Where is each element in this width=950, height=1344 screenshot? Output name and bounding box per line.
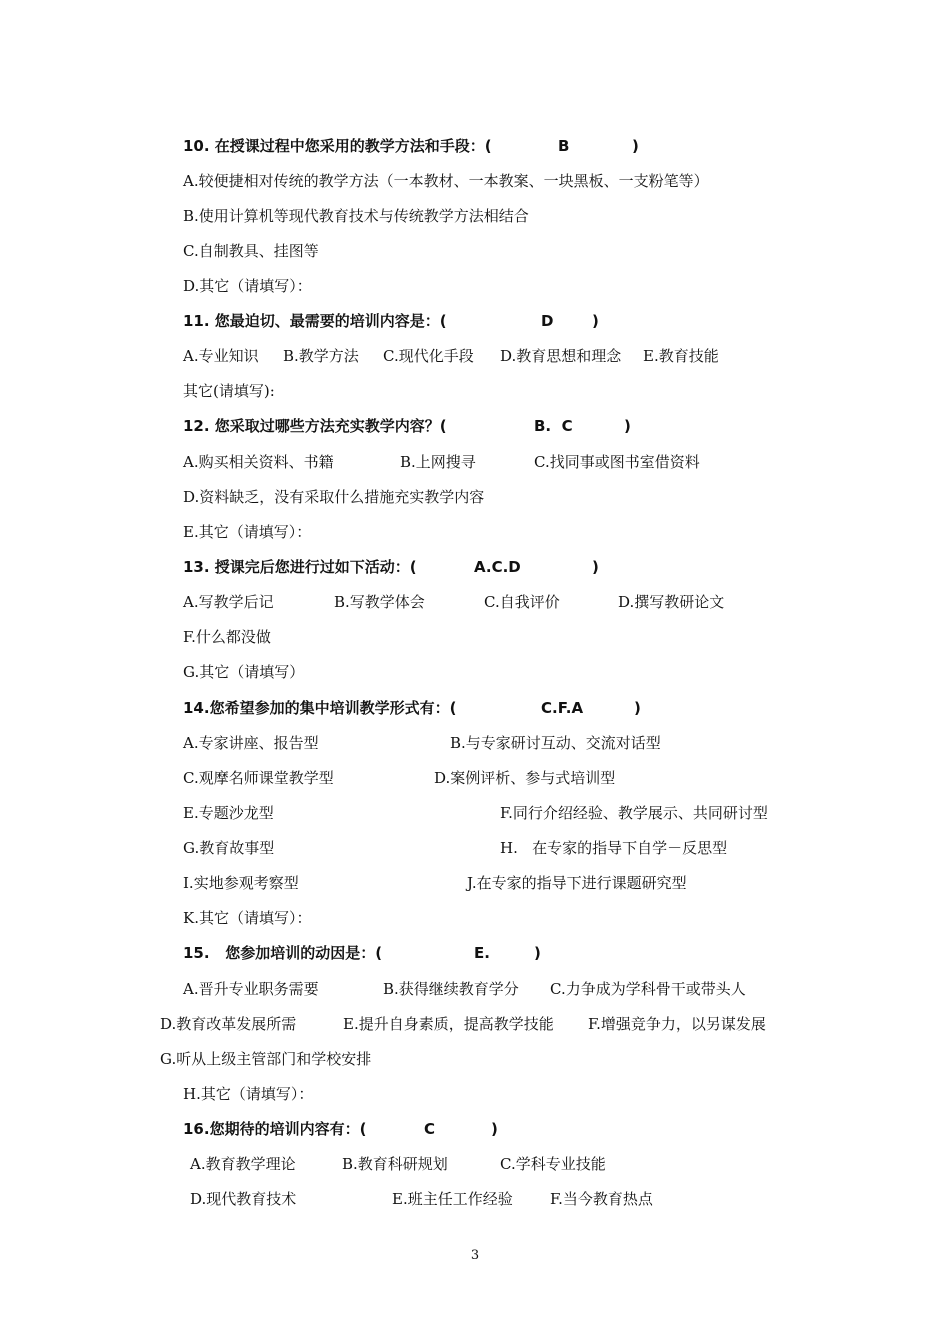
- q16-option-e: E.班主任工作经验: [392, 1190, 513, 1208]
- q10-option-d: D.其它（请填写）：: [183, 277, 312, 295]
- q16-option-a: A.教育教学理论: [190, 1155, 296, 1173]
- answer-13-close: ): [592, 558, 599, 576]
- q10-option-a: A.较便捷相对传统的教学方法（一本教材、一本教案、一块黑板、一支粉笔等）: [183, 172, 709, 190]
- question-16: 16.您期待的培训内容有：(: [183, 1120, 367, 1138]
- q13-option-g: G.其它（请填写）: [183, 663, 305, 681]
- answer-14: C.F.A: [541, 699, 584, 717]
- q10-option-b: B.使用计算机等现代教育技术与传统教学方法相结合: [183, 207, 529, 225]
- answer-12: B. C: [534, 417, 573, 435]
- q14-option-j: J.在专家的指导下进行课题研究型: [467, 874, 687, 892]
- answer-11-close: ): [592, 312, 599, 330]
- q14-option-e: E.专题沙龙型: [183, 804, 274, 822]
- answer-11: D: [541, 312, 554, 330]
- q13-option-c: C.自我评价: [484, 593, 560, 611]
- answer-10-close: ): [632, 137, 639, 155]
- q16-option-f: F.当今教育热点: [550, 1190, 653, 1208]
- q13-option-a: A.写教学后记: [183, 593, 274, 611]
- q15-option-e: E.提升自身素质，提高教学技能: [343, 1015, 554, 1033]
- q12-option-c: C.找同事或图书室借资料: [534, 453, 700, 471]
- q11-other: 其它(请填写):: [183, 382, 275, 400]
- answer-14-close: ): [634, 699, 641, 717]
- q16-option-c: C.学科专业技能: [500, 1155, 606, 1173]
- answer-10: B: [558, 137, 570, 155]
- q14-option-c: C.观摩名师课堂教学型: [183, 769, 334, 787]
- q14-option-f: F.同行介绍经验、教学展示、共同研讨型: [500, 804, 768, 822]
- q16-option-d: D.现代教育技术: [190, 1190, 297, 1208]
- question-11: 11. 您最迫切、最需要的培训内容是：(: [183, 312, 447, 330]
- q15-option-h: H.其它（请填写）：: [183, 1085, 314, 1103]
- q14-option-h: H. 在专家的指导下自学－反思型: [500, 839, 728, 857]
- question-15: 15. 您参加培训的动因是：(: [183, 944, 383, 962]
- page-number: 3: [470, 1248, 480, 1263]
- q14-option-b: B.与专家研讨互动、交流对话型: [450, 734, 661, 752]
- q15-option-d: D.教育改革发展所需: [160, 1015, 297, 1033]
- answer-16-close: ): [491, 1120, 498, 1138]
- q11-option-b: B.教学方法: [283, 347, 359, 365]
- answer-15-close: ): [534, 944, 541, 962]
- q12-option-a: A.购买相关资料、书籍: [183, 453, 334, 471]
- answer-15: E.: [474, 944, 490, 962]
- q14-option-g: G.教育故事型: [183, 839, 275, 857]
- q15-option-g: G.听从上级主管部门和学校安排: [160, 1050, 372, 1068]
- q15-option-f: F.增强竞争力，以另谋发展: [588, 1015, 766, 1033]
- answer-16: C: [424, 1120, 436, 1138]
- question-12: 12. 您采取过哪些方法充实教学内容？(: [183, 417, 447, 435]
- q14-option-k: K.其它（请填写）：: [183, 909, 312, 927]
- answer-12-close: ): [624, 417, 631, 435]
- q13-option-b: B.写教学体会: [334, 593, 425, 611]
- q12-option-e: E.其它（请填写）：: [183, 523, 312, 541]
- question-13: 13. 授课完后您进行过如下活动：(: [183, 558, 417, 576]
- q11-option-d: D.教育思想和理念: [500, 347, 622, 365]
- q15-option-b: B.获得继续教育学分: [383, 980, 519, 998]
- q11-option-a: A.专业知识: [183, 347, 259, 365]
- q15-option-c: C.力争成为学科骨干或带头人: [550, 980, 746, 998]
- q14-option-i: I.实地参观考察型: [183, 874, 299, 892]
- question-14: 14.您希望参加的集中培训教学形式有：(: [183, 699, 457, 717]
- q12-option-d: D.资料缺乏，没有采取什么措施充实教学内容: [183, 488, 485, 506]
- q12-option-b: B.上网搜寻: [400, 453, 476, 471]
- q14-option-d: D.案例评析、参与式培训型: [434, 769, 616, 787]
- q11-option-c: C.现代化手段: [383, 347, 474, 365]
- q13-option-f: F.什么都没做: [183, 628, 271, 646]
- question-10: 10. 在授课过程中您采用的教学方法和手段：(: [183, 137, 492, 155]
- q13-option-d: D.撰写教研论文: [618, 593, 725, 611]
- q11-option-e: E.教育技能: [643, 347, 719, 365]
- answer-13: A.C.D: [474, 558, 521, 576]
- q14-option-a: A.专家讲座、报告型: [183, 734, 319, 752]
- q10-option-c: C.自制教具、挂图等: [183, 242, 319, 260]
- q15-option-a: A.晋升专业职务需要: [183, 980, 319, 998]
- q16-option-b: B.教育科研规划: [342, 1155, 448, 1173]
